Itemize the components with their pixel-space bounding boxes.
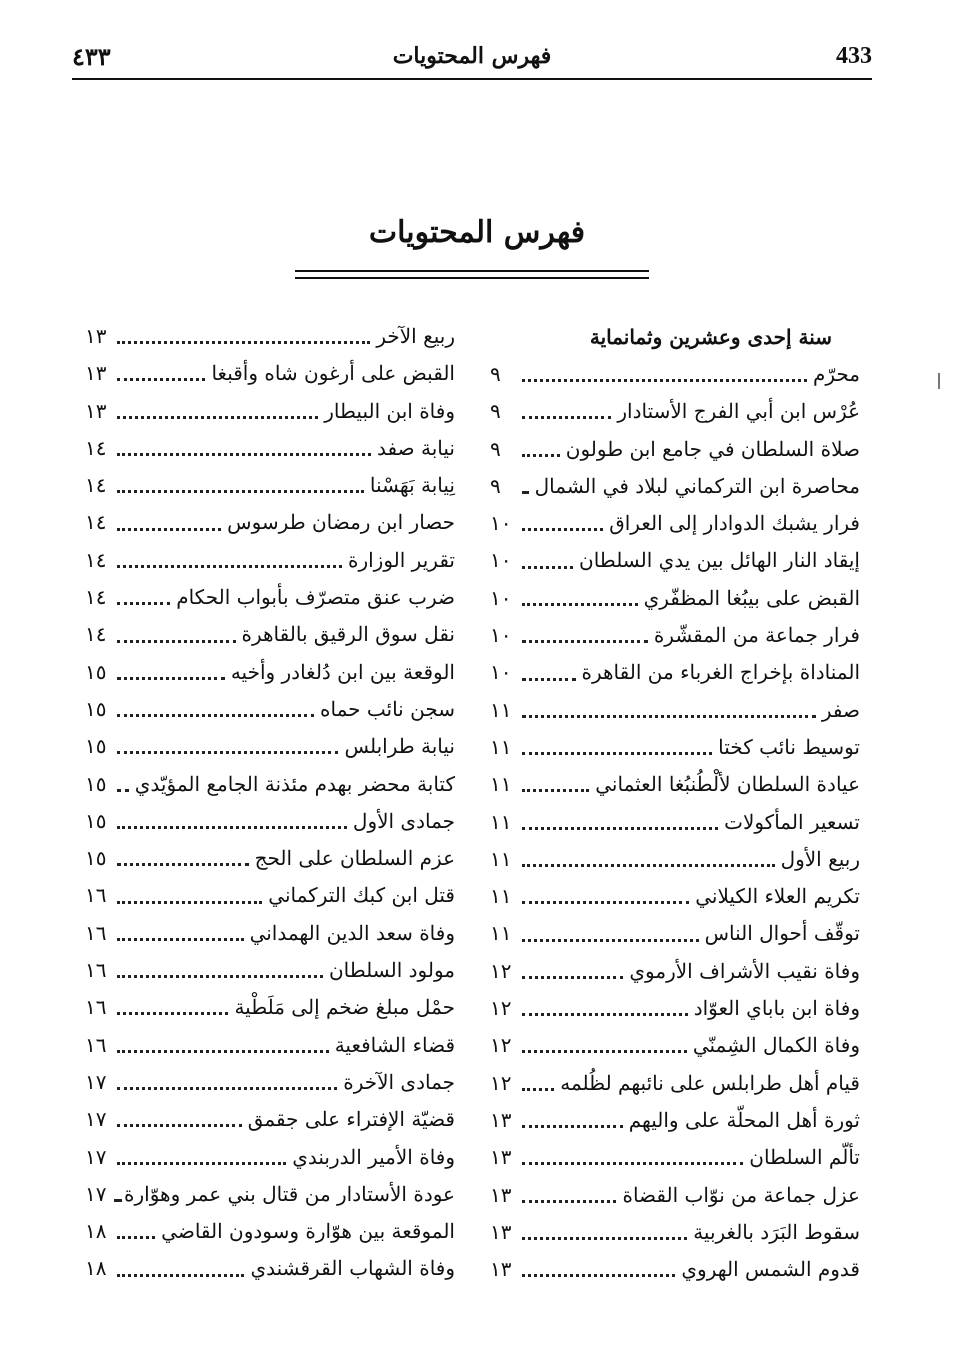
toc-entry — [85, 1027, 455, 1064]
toc-entry — [490, 804, 860, 841]
toc-entry-title: وفاة ابن البيطار — [324, 398, 455, 423]
toc-entry-title: وفاة الكمال الشِمنّي — [692, 1033, 860, 1058]
dot-leader — [522, 566, 573, 569]
toc-entry-page: ٩ — [490, 399, 501, 424]
dot-leader — [522, 528, 603, 531]
toc-entry-page: ١٢ — [490, 1070, 512, 1095]
page-header — [72, 36, 872, 76]
page-number-arabic: ٤٣٣ — [72, 41, 111, 71]
toc-entry-title: القبض على أرغون شاه وأقبغا — [211, 361, 455, 386]
toc-entry-page: ١٠ — [490, 511, 512, 536]
toc-entry — [490, 1139, 860, 1176]
toc-entry — [85, 430, 455, 467]
toc-entry-page: ١٥ — [85, 734, 107, 759]
toc-entry-title: صلاة السلطان في جامع ابن طولون — [565, 436, 860, 461]
toc-entry-page: ١١ — [490, 809, 512, 834]
toc-entry-page: ١٤ — [85, 435, 107, 460]
toc-entry-page: ١٧ — [85, 1181, 107, 1206]
toc-entry-page: ١١ — [490, 921, 512, 946]
dot-leader — [522, 864, 775, 867]
toc-entry-page: ١٣ — [490, 1145, 512, 1170]
toc-entry-title: نقل سوق الرقيق بالقاهرة — [241, 622, 455, 647]
toc-entry-title: تألّم السلطان — [749, 1145, 860, 1170]
toc-entry — [490, 1102, 860, 1139]
dot-leader — [522, 1050, 687, 1053]
toc-entry-title: الموقعة بين هوّارة وسودون القاضي — [161, 1219, 455, 1244]
dot-leader — [117, 1199, 118, 1202]
toc-entry-title: صفر — [821, 697, 860, 722]
toc-entry — [85, 579, 455, 616]
toc-entry — [85, 989, 455, 1026]
toc-entry-title: توقّف أحوال الناس — [704, 921, 860, 946]
toc-entry — [85, 542, 455, 579]
dot-leader — [522, 416, 611, 419]
dot-leader — [522, 379, 807, 382]
toc-entry-page: ١٥ — [85, 846, 107, 871]
dot-leader — [117, 677, 225, 680]
dot-leader — [522, 976, 623, 979]
dot-leader — [522, 454, 560, 457]
toc-entry-title: ربيع الآخر — [376, 324, 455, 348]
toc-entry — [490, 1177, 860, 1214]
toc-entry-title: الوقعة بين ابن دُلغادر وأخيه — [230, 659, 455, 684]
toc-entry — [85, 766, 455, 803]
toc-entry-title: عيادة السلطان لألْطُنبُغا العثماني — [595, 772, 860, 797]
page-number-latin: 433 — [836, 42, 872, 69]
toc-entry-page: ١٥ — [85, 808, 107, 833]
dot-leader — [117, 1087, 337, 1090]
toc-entry-page: ١٧ — [85, 1144, 107, 1169]
dot-leader — [522, 1088, 554, 1091]
dot-leader — [522, 789, 589, 792]
toc-column-left — [85, 318, 455, 1288]
toc-entry-page: ١٦ — [85, 958, 107, 983]
toc-entry-page: ١٥ — [85, 771, 107, 796]
toc-entry-page: ١١ — [490, 846, 512, 871]
dot-leader — [522, 603, 638, 606]
toc-entry — [490, 915, 860, 952]
toc-entry-title: قضيّة الإفتراء على جقمق — [247, 1107, 455, 1132]
toc-entry — [85, 1176, 455, 1213]
toc-entry — [490, 878, 860, 915]
dot-leader — [117, 1274, 244, 1277]
dot-leader — [522, 901, 689, 904]
toc-entry-title: قدوم الشمس الهروي — [681, 1257, 860, 1282]
toc-entry-title: حصار ابن رمضان طرسوس — [227, 510, 455, 535]
toc-entry-page: ١٣ — [490, 1219, 512, 1244]
toc-entry — [85, 616, 455, 653]
toc-entry — [490, 841, 860, 878]
dot-leader — [522, 939, 699, 942]
toc-entry-title: نيابة صفد — [377, 435, 455, 460]
toc-entry-page: ١٤ — [85, 547, 107, 572]
running-title: فهرس المحتويات — [392, 43, 552, 69]
toc-entry-title: فرار يشبك الدوادار إلى العراق — [609, 511, 860, 536]
dot-leader — [522, 1013, 688, 1016]
header-rule — [72, 78, 872, 80]
dot-leader — [117, 565, 342, 568]
dot-leader — [522, 1237, 687, 1240]
dot-leader — [117, 341, 370, 344]
toc-entry-page: ١٠ — [490, 548, 512, 573]
toc-entry-page: ٩ — [490, 473, 501, 498]
toc-entry-page: ١٤ — [85, 622, 107, 647]
toc-entry-title: سجن نائب حماه — [320, 696, 455, 721]
toc-entries-right — [490, 356, 860, 1288]
toc-entry-title: محاصرة ابن التركماني لبلاد في الشمال — [534, 473, 860, 498]
dot-leader — [117, 863, 249, 866]
toc-entry — [85, 318, 455, 355]
toc-entry-page: ١٢ — [490, 1033, 512, 1058]
dot-leader — [117, 1162, 286, 1165]
toc-entry-title: عزم السلطان على الحج — [254, 846, 455, 871]
toc-entry — [490, 393, 860, 430]
toc-entry-page: ١٤ — [85, 585, 107, 610]
toc-entry-title: حمْل مبلغ ضخم إلى مَلَطْية — [234, 995, 455, 1020]
toc-entry-page: ١٥ — [85, 696, 107, 721]
toc-entry-page: ١٨ — [85, 1256, 107, 1281]
title-rule-bottom — [295, 277, 649, 279]
toc-entry-page: ١٢ — [490, 996, 512, 1021]
toc-entry — [85, 393, 455, 430]
dot-leader — [117, 901, 262, 904]
toc-entry-page: ١٠ — [490, 623, 512, 648]
toc-entry-title: وفاة الأمير الدربندي — [292, 1144, 455, 1169]
toc-entry-title: ربيع الأول — [780, 846, 860, 871]
toc-entry — [490, 766, 860, 803]
toc-entry-page: ١٦ — [85, 920, 107, 945]
toc-entry — [85, 467, 455, 504]
toc-entry-page: ١٣ — [85, 361, 107, 386]
toc-entry-page: ١٣ — [85, 324, 107, 348]
dot-leader — [522, 827, 718, 830]
title-rule-top — [295, 270, 649, 272]
toc-entry-page: ١٣ — [490, 1107, 512, 1132]
title-double-rule — [295, 270, 649, 284]
dot-leader — [117, 602, 170, 605]
toc-entry-page: ١٢ — [490, 958, 512, 983]
toc-entry — [490, 990, 860, 1027]
dot-leader — [117, 1236, 155, 1239]
toc-entry-title: ضرب عنق متصرّف بأبواب الحكام — [176, 585, 455, 610]
toc-entry-page: ١١ — [490, 734, 512, 759]
toc-entry — [490, 468, 860, 505]
toc-entry-title: نيابة طرابلس — [344, 734, 455, 759]
dot-leader — [117, 789, 129, 792]
page-title: فهرس المحتويات — [368, 215, 586, 250]
dot-leader — [117, 490, 364, 493]
toc-entry — [490, 1214, 860, 1251]
toc-column-right — [490, 318, 860, 1288]
toc-entry-page: ١٠ — [490, 585, 512, 610]
toc-entry — [490, 356, 860, 393]
dot-leader — [522, 715, 816, 718]
toc-entry-title: عزل جماعة من نوّاب القضاة — [622, 1182, 860, 1207]
toc-entry-page: ١٦ — [85, 883, 107, 908]
dot-leader — [117, 528, 221, 531]
toc-entry — [85, 691, 455, 728]
toc-entry — [85, 728, 455, 765]
toc-entry — [490, 1251, 860, 1288]
toc-entry — [85, 877, 455, 914]
toc-entry-page: ١٦ — [85, 995, 107, 1020]
toc-entry-title: توسيط نائب كختا — [718, 734, 860, 759]
toc-entry — [85, 504, 455, 541]
toc-entry — [490, 654, 860, 691]
dot-leader — [117, 1124, 242, 1127]
toc-entry — [85, 1101, 455, 1138]
toc-entry — [490, 431, 860, 468]
toc-entry-title: إيقاد النار الهائل بين يدي السلطان — [579, 548, 860, 573]
dot-leader — [522, 1162, 743, 1165]
toc-entry-page: ١٥ — [85, 659, 107, 684]
dot-leader — [117, 416, 318, 419]
dot-leader — [117, 714, 314, 717]
dot-leader — [117, 1012, 228, 1015]
toc-entry — [85, 915, 455, 952]
dot-leader — [522, 1200, 616, 1203]
toc-entry-page: ١٤ — [85, 473, 107, 498]
toc-entry-title: نِيابة بَهَسْنا — [369, 473, 455, 498]
toc-entry-title: محرّم — [812, 362, 860, 386]
toc-entry-title: كتابة محضر بهدم مئذنة الجامع المؤيّدي — [134, 771, 455, 796]
toc-entry-title: وفاة سعد الدين الهمداني — [249, 920, 455, 945]
toc-entry — [490, 542, 860, 579]
dot-leader — [117, 378, 205, 381]
toc-entry-title: وفاة ابن باباي العوّاد — [693, 996, 860, 1021]
toc-entry-page: ١٣ — [490, 1257, 512, 1282]
toc-entry-title: فرار جماعة من المقشّرة — [653, 623, 860, 648]
toc-entry — [490, 505, 860, 542]
toc-entry-title: ثورة أهل المحلّة على واليهم — [628, 1107, 860, 1132]
toc-entry-title: تقرير الوزارة — [347, 547, 455, 572]
toc-entry-title: القبض على بيبُغا المظفّري — [643, 585, 860, 610]
toc-entry-page: ٩ — [490, 362, 501, 386]
toc-entry — [490, 617, 860, 654]
toc-entry-title: عُرْس ابن أبي الفرج الأستادار — [617, 399, 860, 424]
toc-entry-title: مولود السلطان — [328, 958, 455, 983]
toc-entry-page: ١١ — [490, 697, 512, 722]
dot-leader — [522, 640, 648, 643]
section-heading: سنة إحدى وعشرين وثمانماية — [589, 325, 832, 349]
toc-entry — [85, 803, 455, 840]
toc-entry-page: ١٧ — [85, 1069, 107, 1094]
dot-leader — [522, 1274, 675, 1277]
toc-entry — [490, 692, 860, 729]
dot-leader — [522, 1125, 623, 1128]
toc-entry-page: ١٦ — [85, 1032, 107, 1057]
toc-entry — [85, 1139, 455, 1176]
dot-leader — [117, 453, 371, 456]
dot-leader — [117, 975, 323, 978]
toc-entry — [85, 840, 455, 877]
toc-entry-title: عودة الأستادار من قتال بني عمر وهوّارة — [124, 1181, 455, 1206]
toc-entry-title: جمادى الآخرة — [343, 1069, 455, 1094]
toc-entry-page: ١٣ — [85, 398, 107, 423]
toc-entry-title: المناداة بإخراج الغرباء من القاهرة — [581, 660, 860, 685]
toc-entry-title: جمادى الأول — [352, 808, 455, 833]
toc-entry-title: تكريم العلاء الكيلاني — [695, 884, 860, 909]
toc-entry-page: ١٠ — [490, 660, 512, 685]
toc-entry-title: سقوط البَرَد بالغربية — [693, 1219, 860, 1244]
dot-leader — [522, 678, 576, 681]
margin-mark — [938, 373, 940, 389]
toc-entry — [490, 580, 860, 617]
toc-entry-title: قتل ابن كبك التركماني — [268, 883, 455, 908]
toc-entry — [85, 952, 455, 989]
dot-leader — [117, 938, 244, 941]
toc-entry — [85, 1250, 455, 1287]
toc-entry-title: تسعير المأكولات — [724, 809, 860, 834]
toc-entry — [490, 729, 860, 766]
dot-leader — [117, 640, 236, 643]
dot-leader — [522, 491, 529, 494]
dot-leader — [522, 752, 712, 755]
toc-entry — [490, 1065, 860, 1102]
toc-entry-page: ٩ — [490, 436, 501, 461]
dot-leader — [117, 1050, 329, 1053]
toc-entry-page: ١٣ — [490, 1182, 512, 1207]
toc-entry — [85, 1213, 455, 1250]
toc-entry — [85, 1064, 455, 1101]
toc-entry-page: ١٧ — [85, 1107, 107, 1132]
toc-entry-page: ١١ — [490, 884, 512, 909]
toc-entry — [490, 1027, 860, 1064]
toc-entry-title: قيام أهل طرابلس على نائبهم لظُلمه — [560, 1070, 860, 1095]
toc-entry-page: ١٤ — [85, 510, 107, 535]
toc-entry-title: وفاة الشهاب القرقشندي — [250, 1256, 455, 1281]
toc-entry-page: ١٨ — [85, 1219, 107, 1244]
toc-entries-left — [85, 318, 455, 1288]
toc-entry-title: وفاة نقيب الأشراف الأرموي — [629, 958, 860, 983]
toc-entry-page: ١١ — [490, 772, 512, 797]
toc-entry-title: قضاء الشافعية — [334, 1032, 455, 1057]
toc-entry — [85, 355, 455, 392]
dot-leader — [117, 751, 338, 754]
toc-entry — [85, 654, 455, 691]
dot-leader — [117, 826, 347, 829]
toc-entry — [490, 953, 860, 990]
